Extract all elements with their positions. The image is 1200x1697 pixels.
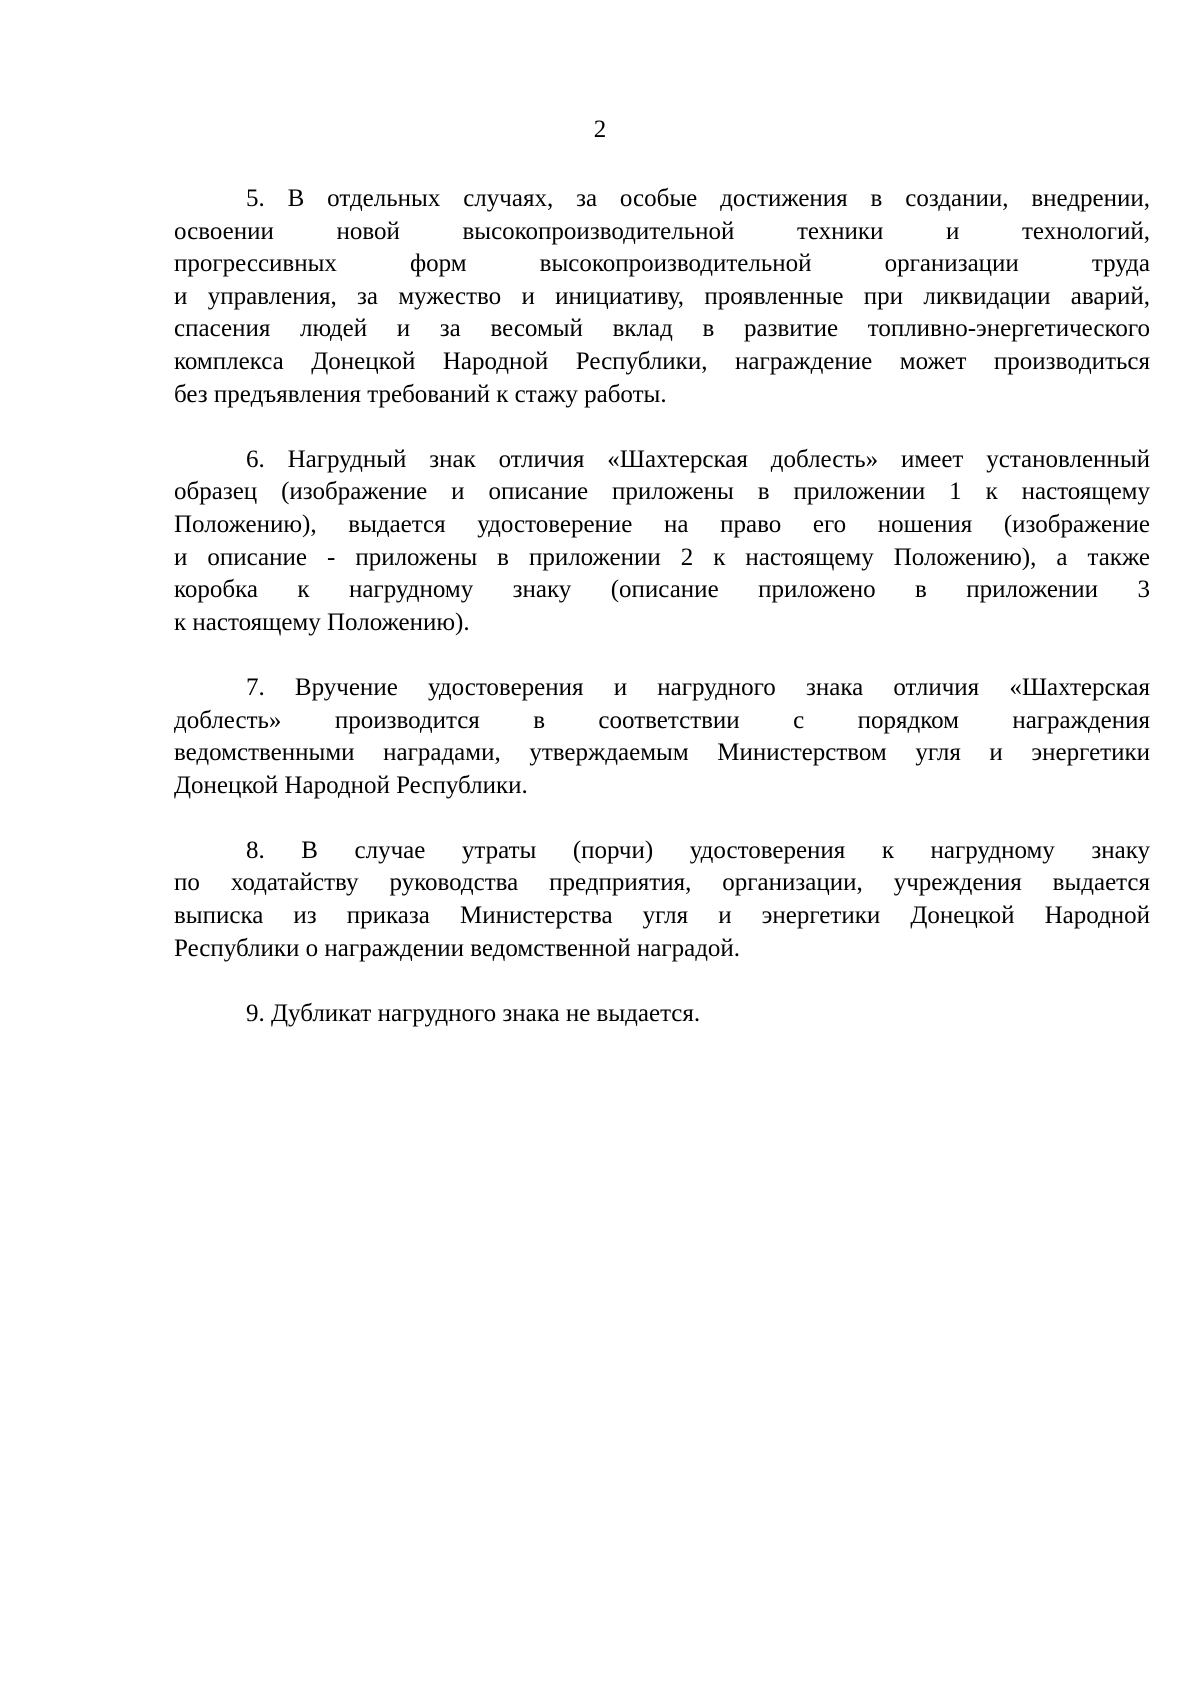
paragraph-6-line-1: 6. Нагрудный знак отличия «Шахтерская доблесть» имеет установленный <box>246 445 1150 473</box>
paragraph-6-line-6: к настоящему Положению). <box>174 608 470 636</box>
paragraph-8-line-4: Республики о награждении ведомственной наградой. <box>174 934 741 962</box>
paragraph-8-line-2: по ходатайству руководства предприятия, организации, учреждения выдается <box>174 869 1150 897</box>
paragraph-5-line-1: 5. В отдельных случаях, за особые достижения в создании, внедрении, <box>246 185 1150 212</box>
paragraph-6 <box>174 444 1150 640</box>
paragraph-8 <box>174 835 1150 965</box>
paragraph-7-line-4: Донецкой Народной Республики. <box>174 771 528 799</box>
paragraph-7 <box>174 672 1150 802</box>
paragraph-7-line-1: 7. Вручение удостоверения и нагрудного знака отличия «Шахтерская <box>246 673 1150 701</box>
paragraph-5-line-7: без предъявления требований к стажу работы. <box>174 380 667 408</box>
paragraph-5-line-6: комплекса Донецкой Народной Республики, награждение может производиться <box>174 347 1150 375</box>
paragraph-8-line-3: выписка из приказа Министерства угля и энергетики Донецкой Народной <box>174 902 1150 930</box>
paragraph-6-line-4: и описание - приложены в приложении 2 к настоящему Положению), а также <box>174 543 1150 571</box>
paragraph-5-line-5: спасения людей и за весомый вклад в развитие топливно-энергетического <box>174 315 1150 343</box>
paragraph-5-line-3: прогрессивных форм высокопроизводительной организации труда <box>174 250 1150 278</box>
paragraph-6-line-3: Положению), выдается удостоверение на право его ношения (изображение <box>174 510 1150 538</box>
paragraph-8-line-1: 8. В случае утраты (порчи) удостоверения к нагрудному знаку <box>246 836 1150 864</box>
paragraph-6-line-2: образец (изображение и описание приложены в приложении 1 к настоящему <box>174 478 1150 506</box>
paragraph-9-line-1: 9. Дубликат нагрудного знака не выдается. <box>246 999 701 1027</box>
paragraph-6-line-5: коробка к нагрудному знаку (описание приложено в приложении 3 <box>174 576 1150 604</box>
paragraph-9 <box>174 998 1150 1031</box>
document-body <box>174 183 1150 1063</box>
paragraph-7-line-3: ведомственными наградами, утверждаемым Министерством угля и энергетики <box>174 739 1150 767</box>
paragraph-5-line-4: и управления, за мужество и инициативу, проявленные при ликвидации аварий, <box>174 282 1150 310</box>
paragraph-5-line-2: освоении новой высокопроизводительной техники и технологий, <box>174 217 1150 245</box>
paragraph-5 <box>174 183 1150 411</box>
paragraph-7-line-2: доблесть» производится в соответствии с порядком награждения <box>174 706 1150 734</box>
page-number: 2 <box>593 116 607 143</box>
